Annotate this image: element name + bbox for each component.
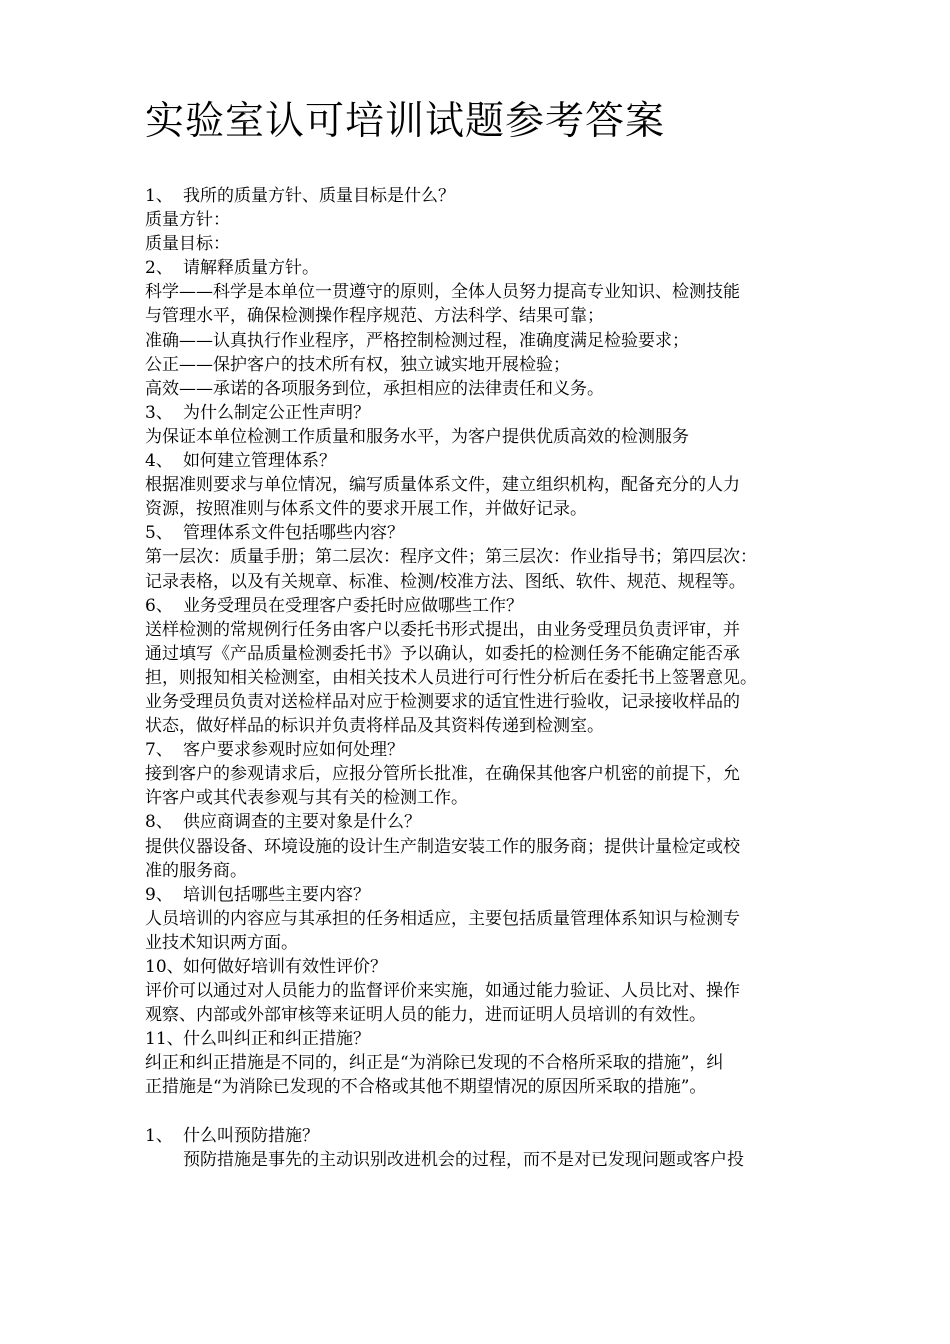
- answer-line: 第一层次：质量手册；第二层次：程序文件；第三层次：作业指导书；第四层次：: [145, 547, 757, 568]
- question-text: 什么叫预防措施？: [183, 1125, 319, 1146]
- answer-line: 准确——认真执行作业程序，严格控制检测过程，准确度满足检验要求；: [145, 330, 689, 351]
- answer-line: 状态，做好样品的标识并负责将样品及其资料传递到检测室。: [145, 716, 604, 737]
- question-number: 7、: [145, 740, 173, 761]
- answer-line: 为保证本单位检测工作质量和服务水平，为客户提供优质高效的检测服务: [145, 426, 689, 447]
- question-number: 8、: [145, 812, 173, 833]
- answer-line: 资源，按照准则与体系文件的要求开展工作，并做好记录。: [145, 499, 587, 520]
- question-number: 1、: [145, 1125, 173, 1146]
- answer-line: 正措施是“为消除已发现的不合格或其他不期望情况的原因所采取的措施”。: [145, 1077, 707, 1098]
- answer-line: 科学——科学是本单位一贯遵守的原则，全体人员努力提高专业知识、检测技能: [145, 282, 740, 303]
- question-text: 如何建立管理体系？: [183, 451, 336, 472]
- document-title: 实验室认可培训试题参考答案: [145, 99, 666, 144]
- answer-line: 公正——保护客户的技术所有权，独立诚实地开展检验；: [145, 354, 570, 375]
- answer-line: 业技术知识两方面。: [145, 932, 298, 953]
- question-text: 为什么制定公正性声明？: [183, 402, 370, 423]
- question-number: 9、: [145, 884, 173, 905]
- question-line: [145, 256, 810, 280]
- question-text: 管理体系文件包括哪些内容？: [183, 523, 404, 544]
- question-text: 如何做好培训有效性评价？: [183, 957, 387, 977]
- question-line: [145, 738, 810, 762]
- answer-line: 根据准则要求与单位情况，编写质量体系文件，建立组织机构，配备充分的人力: [145, 475, 740, 496]
- question-line: [145, 401, 810, 425]
- question-line: [145, 184, 810, 208]
- answer-line: 业务受理员负责对送检样品对应于检测要求的适宜性进行验收，记录接收样品的: [145, 691, 740, 712]
- question-line: [145, 883, 810, 907]
- answer-line: 评价可以通过对人员能力的监督评价来实施，如通过能力验证、人员比对、操作: [145, 981, 740, 1002]
- question-number: 11、: [145, 1029, 184, 1050]
- answer-line: 纠正和纠正措施是不同的，纠正是“为消除已发现的不合格所采取的措施”，纠: [145, 1053, 724, 1074]
- question-number: 4、: [145, 451, 173, 472]
- question-text: 请解释质量方针。: [183, 258, 319, 279]
- question-number: 6、: [145, 595, 173, 616]
- answer-line: 担，则报知相关检测室，由相关技术人员进行可行性分析后在委托书上签署意见。: [145, 667, 757, 688]
- question-number: 3、: [145, 402, 173, 423]
- question-line: [145, 810, 810, 834]
- question-number: 1、: [145, 186, 173, 206]
- question-text: 供应商调查的主要对象是什么？: [183, 812, 421, 833]
- question-text: 培训包括哪些主要内容？: [183, 884, 370, 905]
- question-line: [145, 1124, 810, 1148]
- answer-line: 通过填写《产品质量检测委托书》予以确认，如委托的检测任务不能确定能否承: [145, 643, 740, 664]
- question-number: 10、: [145, 957, 184, 977]
- answer-line: 记录表格，以及有关规章、标准、检测/校准方法、图纸、软件、规范、规程等。: [145, 571, 746, 592]
- question-line: [145, 449, 810, 473]
- question-text: 业务受理员在受理客户委托时应做哪些工作？: [183, 595, 523, 616]
- answer-line: 接到客户的参观请求后，应报分管所长批准，在确保其他客户机密的前提下，允: [145, 764, 740, 785]
- blank-line: [145, 1100, 810, 1124]
- answer-line: 准的服务商。: [145, 860, 247, 881]
- question-number: 5、: [145, 523, 173, 544]
- question-line: [145, 955, 810, 979]
- answer-line: 质量方针：: [145, 210, 230, 231]
- answer-line: 与管理水平，确保检测操作程序规范、方法科学、结果可靠；: [145, 306, 604, 327]
- document-body: [145, 184, 810, 1172]
- answer-line: 送样检测的常规例行任务由客户以委托书形式提出，由业务受理员负责评审，并: [145, 619, 740, 640]
- answer-line: 人员培训的内容应与其承担的任务相适应，主要包括质量管理体系知识与检测专: [145, 908, 740, 929]
- question-number: 2、: [145, 258, 173, 279]
- question-line: [145, 594, 810, 618]
- question-line: [145, 521, 810, 545]
- question-text: 客户要求参观时应如何处理？: [183, 740, 404, 761]
- question-line: [145, 1027, 810, 1051]
- question-text: 什么叫纠正和纠正措施？: [183, 1029, 370, 1050]
- answer-line: 观察、内部或外部审核等来证明人员的能力，进而证明人员培训的有效性。: [145, 1005, 706, 1026]
- answer-line: 许客户或其代表参观与其有关的检测工作。: [145, 788, 468, 809]
- answer-line: 预防措施是事先的主动识别改进机会的过程，而不是对已发现问题或客户投: [183, 1149, 744, 1170]
- answer-line: 高效——承诺的各项服务到位，承担相应的法律责任和义务。: [145, 378, 604, 399]
- question-text: 我所的质量方针、质量目标是什么？: [183, 186, 455, 206]
- answer-line: 质量目标：: [145, 234, 230, 255]
- answer-line: 提供仪器设备、环境设施的设计生产制造安装工作的服务商；提供计量检定或校: [145, 836, 740, 857]
